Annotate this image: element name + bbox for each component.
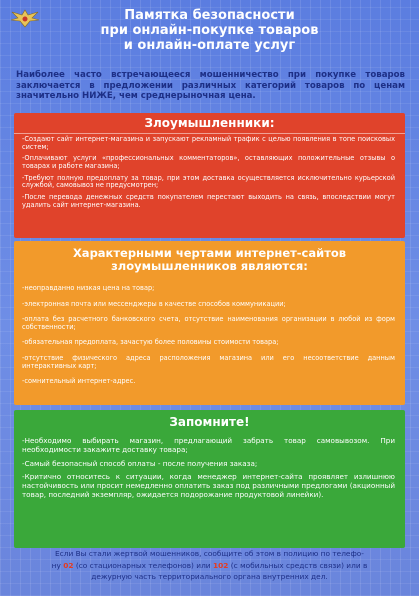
phone-102: 102: [212, 560, 229, 570]
footer-line: Если Вы стали жертвой мошенников, сообщите об этом в полицию по телефо-: [55, 549, 364, 558]
features-panel: [14, 241, 405, 405]
list-item: -Критично относитесь к ситуации, когда менеджер интернет-сайта проявляет излишнюю настойчивость или просит немедленно оплатить заказ под различными предлогами (акционный товар, последний экземпляр, ожидается подорожание продуктовой линейки).: [22, 472, 395, 499]
list-item: -Оплачивают услуги «профессиональных комментаторов», оставляющих положительные отзывы о товарах и работе магазина;: [22, 154, 395, 170]
fraudsters-heading: Злоумышленники:: [144, 116, 275, 130]
remember-heading: Запомните!: [169, 415, 250, 429]
title-line: при онлайн-покупке товаров: [100, 23, 319, 38]
list-item: -Самый безопасный способ оплаты - после получения заказа;: [22, 458, 258, 468]
heading-line: Характерными чертами интернет-сайтов: [72, 246, 347, 260]
list-item: -отсутствие физического адреса расположения магазина или его несоответствие данным интерактивных карт;: [22, 353, 395, 370]
list-item: -оплата без расчетного банковского счета, отсутствие наименования организации в любой из форм собственности;: [22, 315, 395, 331]
title-line: Памятка безопасности: [124, 8, 295, 23]
fraudsters-panel: [14, 113, 405, 238]
remember-panel: [14, 410, 405, 548]
footer-text: (со стационарных телефонов) или: [73, 560, 213, 570]
footer-text: ну: [51, 560, 64, 570]
list-item: -неоправданно низкая цена на товар;: [22, 284, 155, 292]
features-list: [14, 277, 405, 386]
footer-line: [6, 560, 413, 572]
list-item: -После перевода денежных средств покупателем перестают выходить на связь, впоследствии могут удалить сайт интернет-магазина.: [22, 193, 395, 209]
list-item: -Требуют полную предоплату за товар, при этом доставка осуществляется исключительно курьерской службой, самовывоз не предусмотрен;: [22, 173, 395, 190]
list-item: -сомнительный интернет-адрес.: [22, 377, 136, 386]
phone-02: 02: [63, 560, 74, 570]
list-item: -Необходимо выбирать магазин, предлагающий забрать товар самовывозом. При необходимости закажите доставку товара;: [22, 436, 395, 454]
police-contact-note: [6, 548, 413, 583]
features-heading: [14, 241, 405, 277]
list-item: -Создают сайт интернет-магазина и запускают рекламный трафик с целью появления в топе поисковых систем;: [22, 135, 395, 151]
footer-text: (с мобильных средств связи) или в: [228, 560, 368, 570]
list-item: -обязательная предоплата, зачастую более половины стоимости товара;: [22, 338, 279, 347]
heading-line: злоумышленников являются:: [111, 259, 308, 273]
title-line: и онлайн-оплате услуг: [123, 38, 296, 53]
fraudsters-list: [14, 134, 405, 209]
page-title: [0, 8, 419, 53]
remember-list: [14, 433, 405, 500]
list-item: -электронная почта или мессенджеры в качестве способов коммуникации;: [22, 299, 286, 308]
footer-line: дежурную часть территориального органа внутренних дел.: [91, 572, 328, 582]
intro-paragraph: Наиболее часто встречающееся мошенничество при покупке товаров заключается в предложении различных категорий товаров по ценам значительно НИЖЕ, чем среднерыночная цена.: [16, 70, 405, 101]
